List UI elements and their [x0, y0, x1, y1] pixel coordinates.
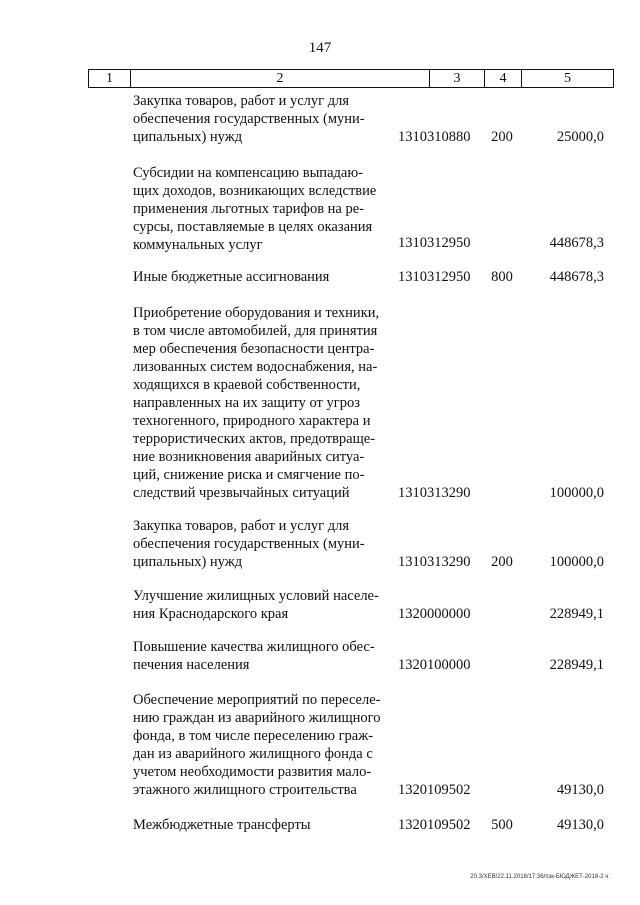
row-code: 1320000000 [398, 606, 471, 622]
row-expense-type: 200 [491, 129, 513, 145]
header-col-4: 4 [499, 71, 507, 86]
row-code: 1310313290 [398, 485, 471, 501]
row-description: Закупка товаров, работ и услуг для обеспечения государственных (муни- ципальных) нужд [133, 518, 365, 570]
row-expense-type: 200 [491, 554, 513, 570]
row-description: Приобретение оборудования и техники, в том числе автомобилей, для принятия мер обеспечения безопасности центра- лизованных систем водоснабжения, на- ходящихся в краевой собственности, направленных на их защиту от угроз техногенного, природного характера и террористических актов, предотвраще- ние возникновения аварийных ситуа- ций, снижение риска и смягчение по- следствий чрезвычайных ситуаций [133, 305, 380, 501]
row-amount: 100000,0 [549, 485, 604, 501]
row-description: Закупка товаров, работ и услуг для обеспечения государственных (муни- ципальных) нужд [133, 93, 365, 145]
row-code: 1320100000 [398, 657, 471, 673]
row-amount: 228949,1 [549, 657, 604, 673]
row-amount: 49130,0 [556, 782, 604, 798]
row-code: 1310312950 [398, 269, 471, 285]
row-code: 1310310880 [398, 129, 471, 145]
row-description: Субсидии на компенсацию выпадаю- щих доходов, возникающих вследствие применения льготных тарифов на ре- сурсы, поставляемые в целях оказания коммунальных услуг [133, 165, 377, 253]
header-col-3: 3 [453, 71, 461, 86]
row-description: Повышение качества жилищного обес- печения населения [133, 639, 375, 673]
row-description: Улучшение жилищных условий населе- ния Краснодарского края [133, 588, 379, 622]
table-header [88, 69, 614, 88]
row-expense-type: 800 [491, 269, 513, 285]
header-col-5: 5 [564, 71, 571, 86]
row-amount: 448678,3 [549, 235, 604, 251]
row-amount: 100000,0 [549, 554, 604, 570]
row-amount: 228949,1 [549, 606, 604, 622]
header-col-2: 2 [276, 71, 284, 86]
row-code: 1320109502 [398, 782, 471, 798]
row-description: Межбюджетные трансферты [133, 817, 311, 833]
row-description: Иные бюджетные ассигнования [133, 269, 330, 285]
row-expense-type: 500 [491, 817, 513, 833]
row-description: Обеспечение мероприятий по переселе- нию граждан из аварийного жилищного фонда, в том числе переселению граж- дан из аварийного жилищного фонда с учетом необходимости развития мало- этажного жилищного строительства [133, 692, 381, 798]
row-code: 1310313290 [398, 554, 471, 570]
row-code: 1320109502 [398, 817, 471, 833]
row-amount: 25000,0 [556, 129, 604, 145]
header-col-1: 1 [106, 71, 113, 86]
page-number: 147 [308, 40, 332, 56]
document-footer-stamp: 20.3/ХЕВ/22.11.2018/17:36/пзк-БЮДЖЕТ-2018-2 ч. [470, 874, 610, 880]
row-code: 1310312950 [398, 235, 471, 251]
row-amount: 49130,0 [556, 817, 604, 833]
row-amount: 448678,3 [549, 269, 604, 285]
